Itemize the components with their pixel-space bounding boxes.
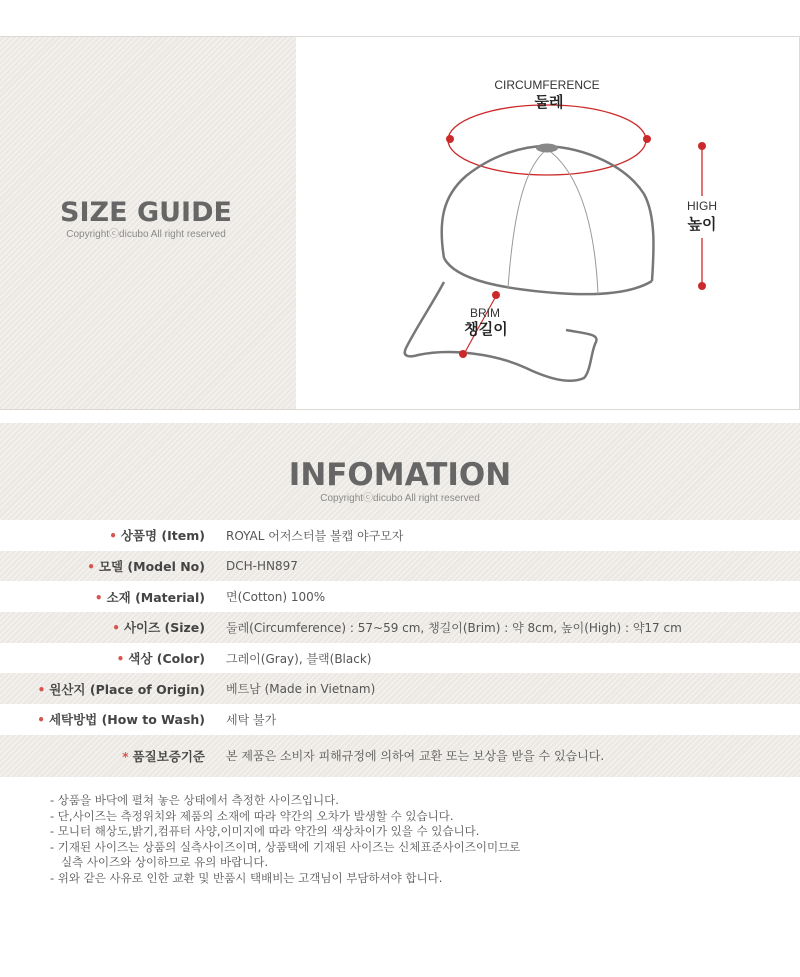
info-row-material [0,581,800,612]
cap-seam-left [508,149,547,288]
height-label-ko: 높이 [687,215,717,233]
circumference-point-right [643,135,651,143]
info-key: 사이즈 (Size) [123,620,205,636]
info-value: 둘레(Circumference) : 57~59 cm, 챙길이(Brim) : 약 8cm, 높이(High) : 약17 cm [226,620,682,635]
brim-point-bottom [459,350,467,358]
bullet-dot-icon: • [112,621,120,636]
info-value: 본 제품은 소비자 피해규정에 의하여 교환 또는 보상을 받을 수 있습니다. [226,749,605,764]
brim-label-ko: 챙길이 [464,320,508,338]
asterisk-icon: * [122,749,129,764]
info-key: 색상 (Color) [128,651,205,667]
info-key: 모델 (Model No) [98,559,205,575]
info-value: 베트남 (Made in Vietnam) [226,682,376,697]
info-copyright: Copyrightⓒdicubo All right reserved [320,493,480,504]
info-row-color [0,643,800,674]
bullet-dot-icon: • [87,560,95,575]
cap-diagram [296,36,800,408]
info-value: 면(Cotton) 100% [226,590,326,605]
bullet-dot-icon: • [109,529,117,544]
cap-band-outline [444,258,652,294]
note-item: - 모니터 해상도,밝기,컴퓨터 사양,이미지에 따라 약간의 색상차이가 있을 수 있습니다. [50,824,480,839]
info-table [0,520,800,777]
brim-point-top [492,291,500,299]
info-key: 원산지 (Place of Origin) [49,681,205,697]
info-row-size [0,612,800,643]
info-value: DCH-HN897 [226,559,298,574]
info-row-wash [0,704,800,735]
info-title: INFOMATION [288,457,512,493]
bullet-dot-icon: • [116,652,125,667]
info-row-model [0,551,800,582]
circumference-point-left [446,135,454,143]
info-key: 품질보증기준 [132,748,205,764]
info-value: 그레이(Gray), 블랙(Black) [226,651,372,666]
bullet-dot-icon: • [37,682,46,697]
size-guide-panel [0,37,296,409]
info-key: 세탁방법 (How to Wash) [48,712,205,728]
info-row-origin [0,673,800,704]
note-item: - 기재된 사이즈는 상품의 실측사이즈이며, 상품택에 기재된 사이즈는 신체표준사이즈이미므로 [50,839,521,854]
height-point-top [698,142,706,150]
note-item: - 위와 같은 사유로 인한 교환 및 반품시 택배비는 고객님이 부담하셔야 합니다. [50,870,443,885]
info-value: 세탁 불가 [226,712,277,727]
notes-list [50,793,520,887]
info-key: 소재 (Material) [106,589,205,605]
circumference-label-ko: 둘레 [534,93,564,111]
cap-button [536,144,558,153]
cap-seam-right [547,149,598,294]
note-item: 실측 사이즈와 상이하므로 유의 바랍니다. [50,855,269,870]
circumference-label-en: CIRCUMFERENCE [494,78,600,92]
bullet-dot-icon: • [37,713,45,728]
size-guide-title: SIZE GUIDE [60,197,232,228]
bullet-dot-icon: • [94,590,103,605]
height-point-bottom [698,282,706,290]
info-key: 상품명 (Item) [120,528,205,544]
circumference-guide [448,105,646,175]
cap-crown-outline [442,146,654,281]
brim-label-en: BRIM [470,306,500,320]
info-row-warranty [0,735,800,777]
info-value: ROYAL 어저스터블 볼캡 야구모자 [226,528,404,543]
note-item: - 상품을 바닥에 펼쳐 놓은 상태에서 측정한 사이즈입니다. [50,793,339,807]
info-row-item [0,520,800,551]
height-label-en: HIGH [687,199,717,213]
size-guide-copyright: Copyrightⓒdicubo All right reserved [66,229,226,240]
note-item: - 단,사이즈는 측정위치와 제품의 소재에 따라 약간의 오차가 발생할 수 있습니다. [50,808,454,823]
